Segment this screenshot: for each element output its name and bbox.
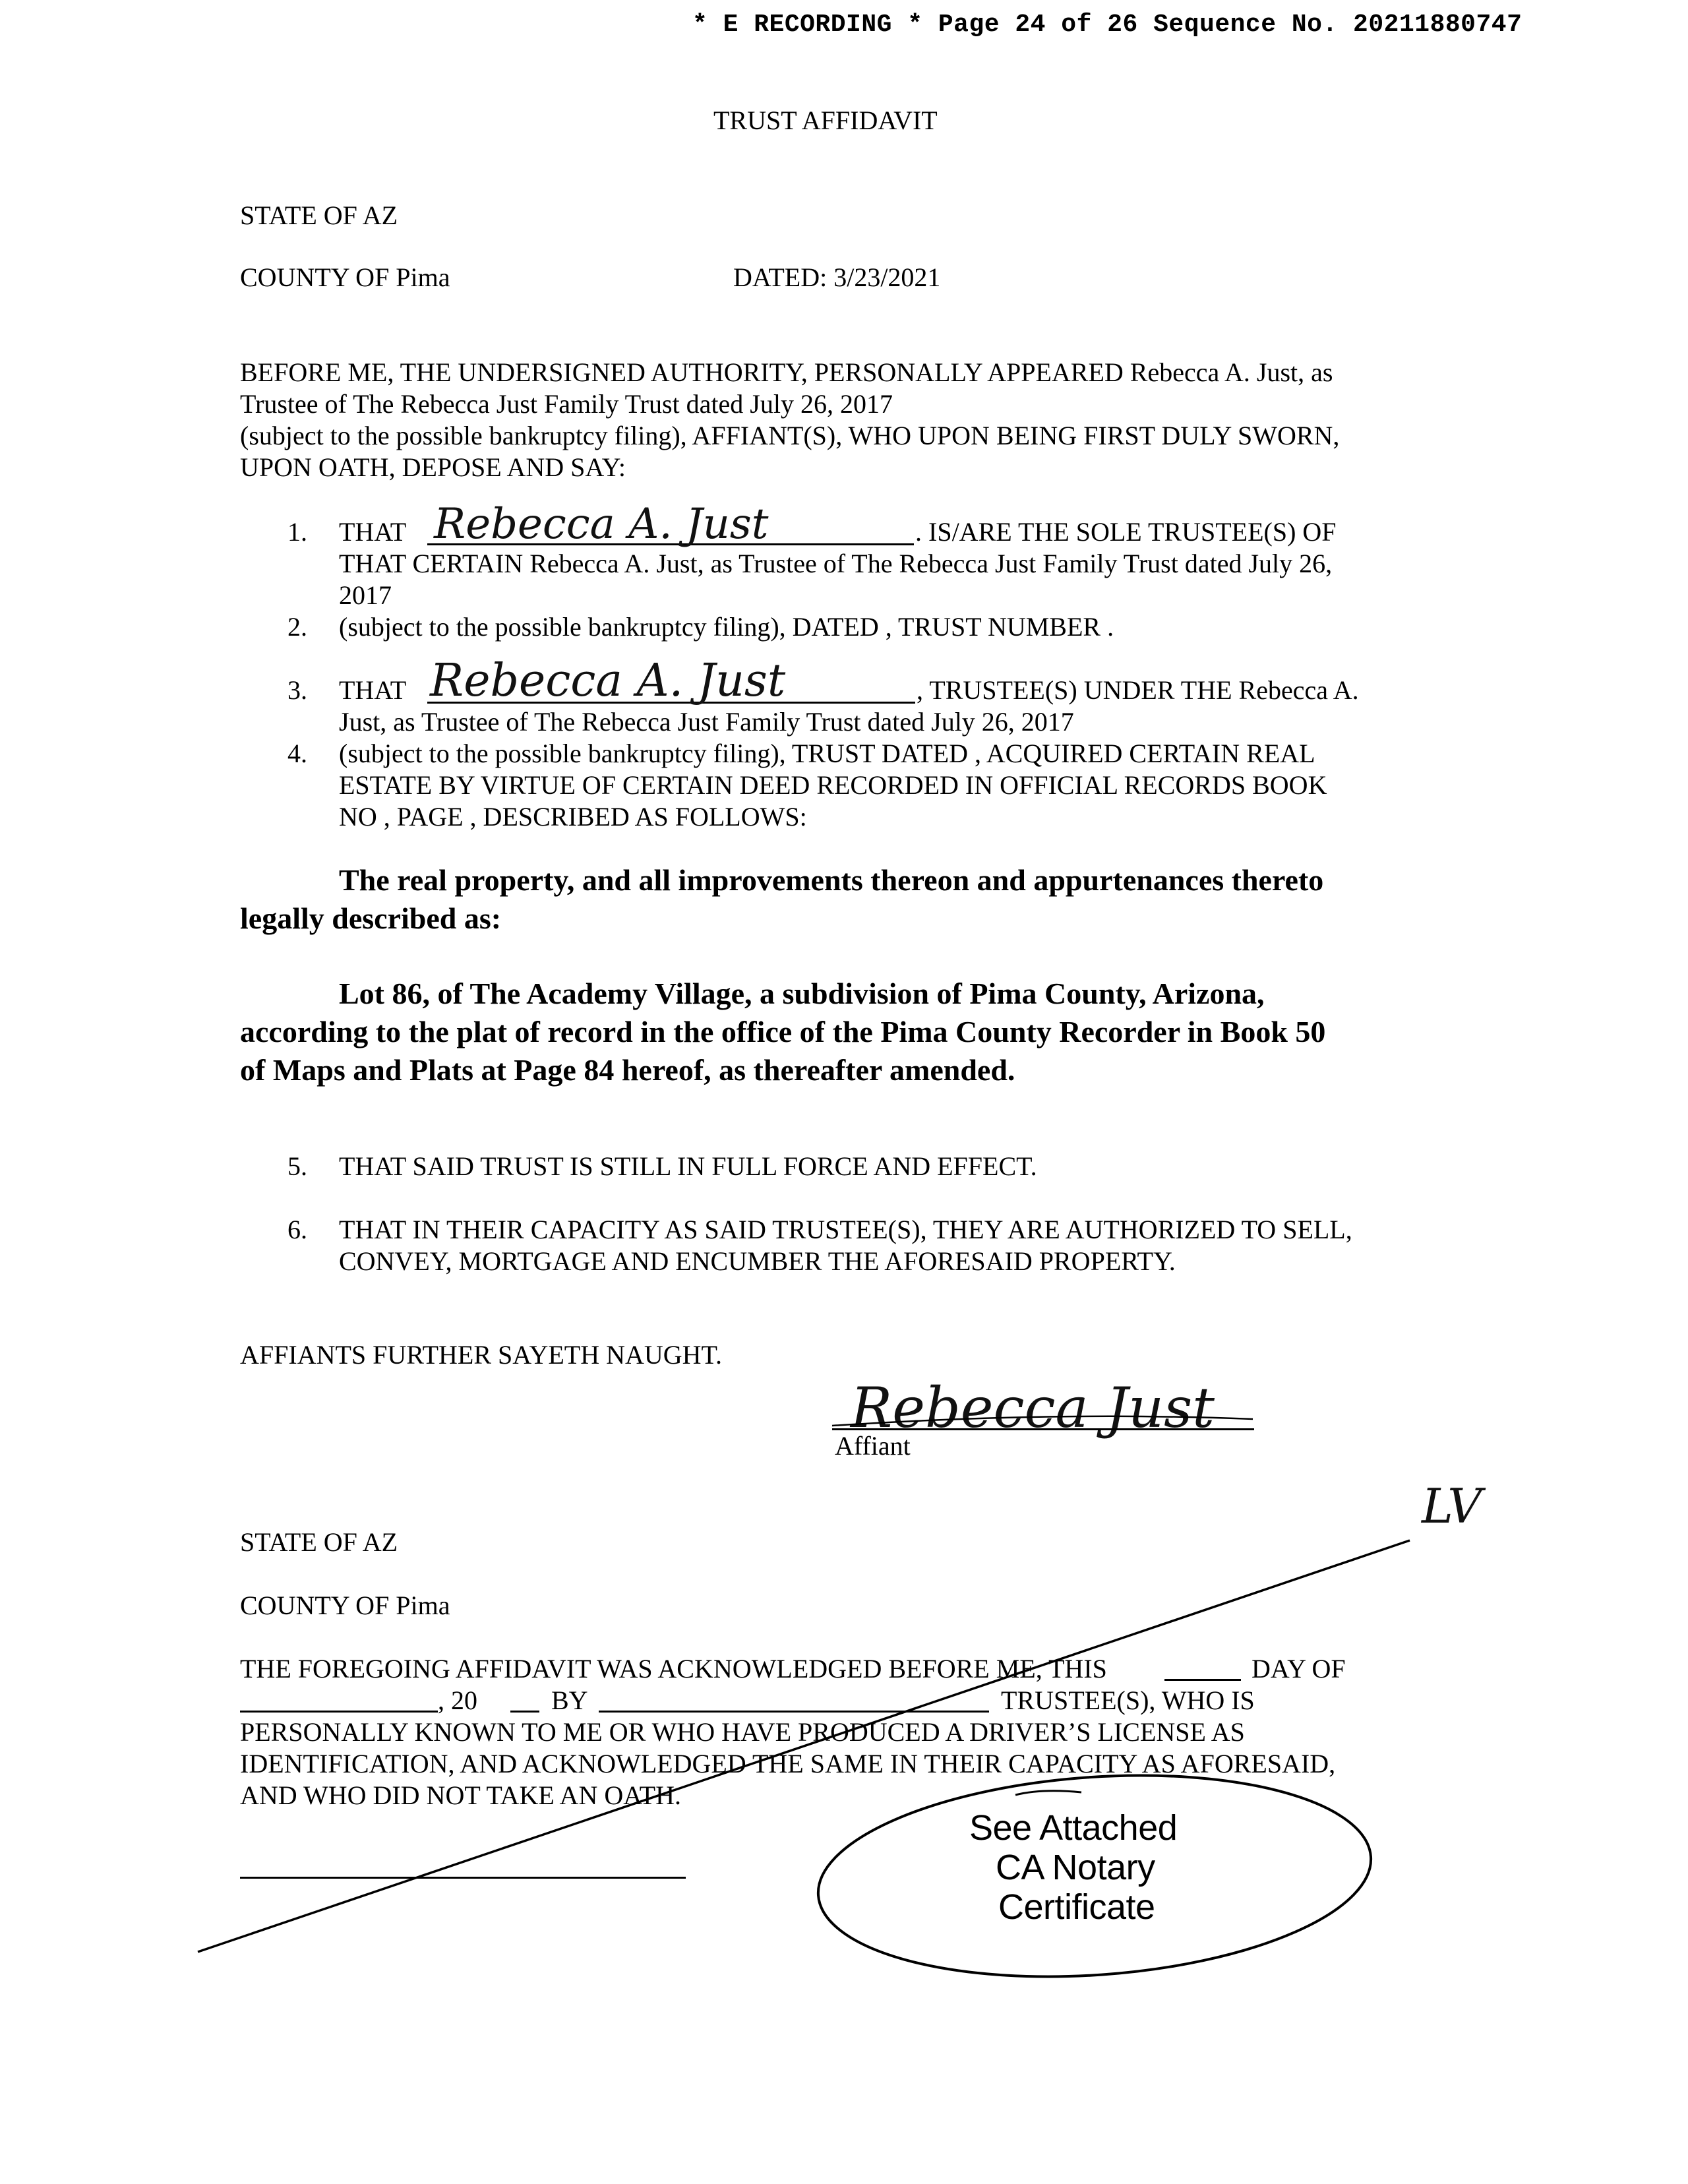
item-number: 4. [287,739,307,768]
acknowledgment-line-2a: , 20 [438,1685,477,1715]
legal-description-line-3: of Maps and Plats at Page 84 hereof, as thereafter amended. [240,1053,1015,1087]
state-line: STATE OF AZ [240,200,398,230]
acknowledgment-line-1a: THE FOREGOING AFFIDAVIT WAS ACKNOWLEDGED BEFORE ME, THIS [240,1654,1107,1684]
document-title: TRUST AFFIDAVIT [713,106,938,135]
handwritten-trustee-name: Rebecca A. Just [430,655,786,707]
stamp-line-2: CA Notary [996,1848,1155,1887]
affiant-label: Affiant [835,1431,911,1461]
item-number: 5. [287,1151,307,1181]
before-me-line-2: Trustee of The Rebecca Just Family Trust dated July 26, 2017 [240,389,893,419]
item-1-that: THAT [339,517,407,547]
legal-description-line-1: Lot 86, of The Academy Village, a subdivision of Pima County, Arizona, [339,977,1265,1010]
stamp-line-3: Certificate [998,1887,1155,1927]
item-3-line-2: Just, as Trustee of The Rebecca Just Family Trust dated July 26, 2017 [339,707,1074,737]
acknowledgment-line-3: PERSONALLY KNOWN TO ME OR WHO HAVE PRODUCED A DRIVER’S LICENSE AS [240,1717,1245,1747]
legal-description-line-2: according to the plat of record in the office of the Pima County Recorder in Book 50 [240,1015,1326,1048]
item-1-line-2: THAT CERTAIN Rebecca A. Just, as Trustee of The Rebecca Just Family Trust dated July 26, [339,549,1333,578]
recording-header: * E RECORDING * Page 24 of 26 Sequence No. 20211880747 [692,11,1522,39]
notary-stamp-ellipse [812,1758,1378,1994]
item-6-line-1: THAT IN THEIR CAPACITY AS SAID TRUSTEE(S), THEY ARE AUTHORIZED TO SELL, [339,1215,1352,1244]
handwritten-initials: LV [1422,1478,1482,1534]
item-number: 3. [287,675,307,705]
before-me-line-4: UPON OATH, DEPOSE AND SAY: [240,452,626,482]
before-me-line-3: (subject to the possible bankruptcy filing), AFFIANT(S), WHO UPON BEING FIRST DULY SWORN, [240,421,1340,450]
dated-line: DATED: 3/23/2021 [733,262,941,292]
item-3-that: THAT [339,675,407,705]
handwritten-trustee-name: Rebecca A. Just [434,500,769,549]
acknowledgment-line-2c: TRUSTEE(S), WHO IS [1001,1685,1255,1715]
item-1-line-3: 2017 [339,580,392,610]
acknowledgment-line-1b: DAY OF [1251,1654,1346,1684]
stamp-top-flourish [1015,1791,1081,1795]
stamp-line-1: See Attached [969,1808,1178,1848]
acknowledgment-line-2b: BY [551,1685,588,1715]
item-number: 1. [287,517,307,547]
before-me-line-1: BEFORE ME, THE UNDERSIGNED AUTHORITY, PERSONALLY APPEARED Rebecca A. Just, as [240,357,1333,387]
affiant-signature: Rebecca Just [851,1376,1215,1440]
notary-state-line: STATE OF AZ [240,1527,398,1557]
signature-flourish [832,1416,1253,1426]
item-4-line-1: (subject to the possible bankruptcy filing), TRUST DATED , ACQUIRED CERTAIN REAL [339,739,1315,768]
item-number: 2. [287,612,307,642]
item-4-line-2: ESTATE BY VIRTUE OF CERTAIN DEED RECORDED IN OFFICIAL RECORDS BOOK [339,770,1327,800]
closing-statement: AFFIANTS FURTHER SAYETH NAUGHT. [240,1340,722,1370]
property-intro-line-1: The real property, and all improvements thereon and appurtenances thereto [339,863,1324,897]
acknowledgment-line-5: AND WHO DID NOT TAKE AN OATH. [240,1780,681,1810]
item-1-text: . IS/ARE THE SOLE TRUSTEE(S) OF [915,517,1337,547]
item-4-line-3: NO , PAGE , DESCRIBED AS FOLLOWS: [339,802,807,832]
strike-through-line [198,1540,1410,1952]
item-5-text: THAT SAID TRUST IS STILL IN FULL FORCE AND EFFECT. [339,1151,1037,1181]
county-line: COUNTY OF Pima [240,262,450,292]
item-number: 6. [287,1215,307,1244]
acknowledgment-line-4: IDENTIFICATION, AND ACKNOWLEDGED THE SAME IN THEIR CAPACITY AS AFORESAID, [240,1749,1336,1778]
item-3-text: , TRUSTEE(S) UNDER THE Rebecca A. [917,675,1359,705]
property-intro-line-2: legally described as: [240,901,502,935]
item-2-text: (subject to the possible bankruptcy filing), DATED , TRUST NUMBER . [339,612,1114,642]
notary-county-line: COUNTY OF Pima [240,1591,450,1620]
item-6-line-2: CONVEY, MORTGAGE AND ENCUMBER THE AFORESAID PROPERTY. [339,1246,1176,1276]
